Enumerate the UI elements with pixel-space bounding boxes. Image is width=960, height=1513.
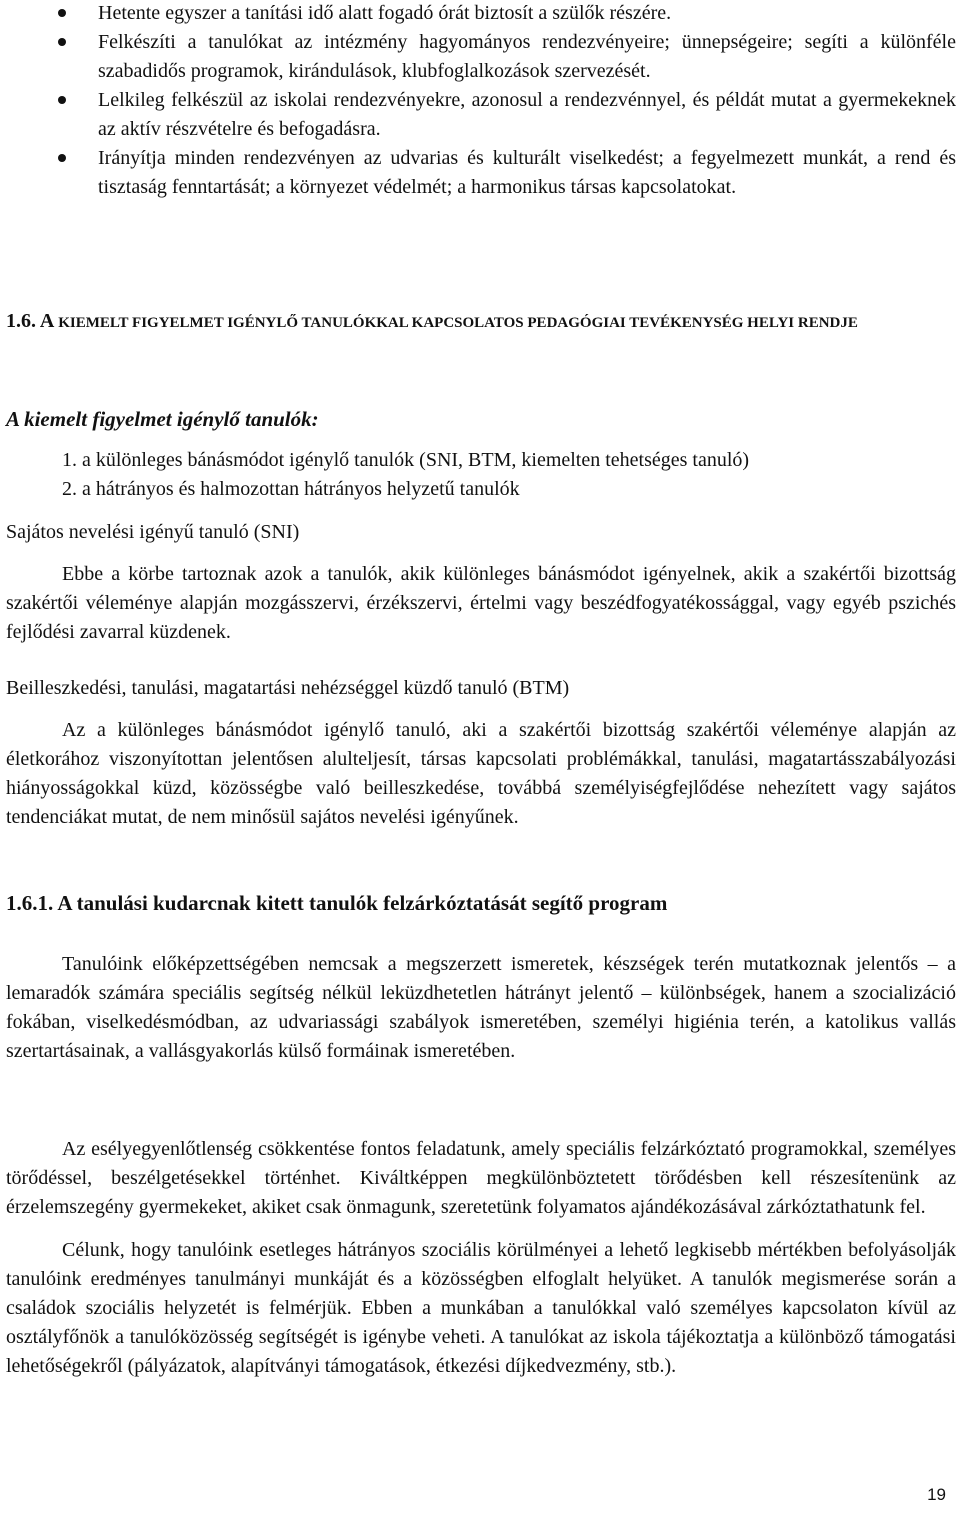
bullet-text: Felkészíti a tanulókat az intézmény hagyományos rendezvényeire; ünnepségeire; segíti a különféle szabadidős programok, kirándulások, klubfoglalkozások szervezését. — [98, 31, 956, 82]
list-item — [0, 0, 960, 28]
paragraph: Tanulóink előképzettségében nemcsak a megszerzett ismeretek, készségek terén mutatkoznak jelentős – a lemaradók számára speciális segítség nélkül leküzdhetetlen hátrányt jelentő – különbségek, hanem a szocializáció fokában, viselkedésmódban, az udvariassági szabályok ismeretében, személyi higiénia terén, a katolikus vallás szertartásainak, a vallásgyakorlás külső formáinak ismeretében. — [6, 953, 956, 1062]
bullet-text: Irányítja minden rendezvényen az udvarias és kulturált viselkedést; a fegyelmezett munkát, a rend és tisztaság fenntartását; a környezet védelmét; a harmonikus társas kapcsolatokat. — [98, 147, 956, 198]
list-item — [0, 28, 960, 86]
subheading: A kiemelt figyelmet igénylő tanulók: — [6, 407, 319, 431]
btm-paragraph: Az a különleges bánásmódot igénylő tanuló, aki a szakértői bizottság szakértői véleménye alapján az életkorához viszonyítottan jelentősen alulteljesít, társas kapcsolati problémákkal, tanulási, magatartásszabályozási hiányosságokkal küzd, közösségbe való beilleszkedése, továbbá személyiségfejlődése nehezített vagy sajátos tendenciákat mutat, de nem minősül sajátos nevelési igényűnek. — [6, 719, 956, 828]
bullet-text: Lelkileg felkészül az iskolai rendezvényekre, azonosul a rendezvénnyel, és példát mutat a gyermekeknek az aktív részvételre és befogadásra. — [98, 89, 956, 140]
bullet-icon — [58, 9, 66, 17]
section-title: KIEMELT FIGYELMET IGÉNYLŐ TANULÓKKAL KAPCSOLATOS PEDAGÓGIAI TEVÉKENYSÉG HELYI RENDJE — [58, 315, 858, 331]
bullet-icon — [58, 38, 66, 46]
sni-paragraph: Ebbe a körbe tartoznak azok a tanulók, akik különleges bánásmódot igényelnek, akik a szakértői bizottság szakértői véleménye alapján mozgásszervi, érzékszervi, értelmi vagy beszédfogyatékossággal, vagy egyéb pszichés fejlődési zavarral küzdenek. — [6, 563, 956, 643]
sni-heading: Sajátos nevelési igényű tanuló (SNI) — [6, 521, 300, 543]
section-number: 1.6. — [6, 310, 36, 332]
paragraph: Célunk, hogy tanulóink esetleges hátrányos szociális körülményei a lehető legkisebb mértékben befolyásolják tanulóink eredményes tanulmányi munkáját és a közösségben elfoglalt helyüket. A tanulók megismerése során a családok szociális helyzetét is felmérjük. Ebben a munkában a tanulókkal való személyes kapcsolaton kívül az osztályfőnök a tanulóközösség segítségét is igénybe veheti. A tanulókat az iskola tájékoztatja a különböző támogatási lehetőségekről (pályázatok, alapítványi támogatások, étkezési díjkedvezmény, stb.). — [6, 1239, 956, 1377]
list-item — [0, 86, 960, 144]
btm-heading: Beilleszkedési, tanulási, magatartási nehézséggel küzdő tanuló (BTM) — [6, 677, 570, 699]
bullet-icon — [58, 154, 66, 162]
section-heading — [6, 306, 946, 339]
bullet-text: Hetente egyszer a tanítási idő alatt fogadó órát biztosít a szülők részére. — [98, 2, 672, 24]
subsection-heading: 1.6.1. A tanulási kudarcnak kitett tanulók felzárkóztatását segítő program — [6, 891, 668, 915]
numbered-list — [62, 446, 952, 504]
list-item: 1. a különleges bánásmódot igénylő tanulók (SNI, BTM, kiemelten tehetséges tanuló) — [62, 449, 750, 471]
page-number: 19 — [927, 1485, 946, 1504]
bullet-icon — [58, 96, 66, 104]
section-title-first: A — [39, 310, 54, 332]
list-item — [0, 144, 960, 202]
paragraph: Az esélyegyenlőtlenség csökkentése fontos feladatunk, amely speciális felzárkóztató programokkal, személyes törődéssel, beszélgetésekkel történhet. Kiváltképpen megkülönböztetett törődésben kell részesítenünk az érzelemszegény gyermekeket, akiket csak önmagunk, szeretetünk folyamatos ajándékozásával zárkóztathatunk fel. — [6, 1138, 956, 1218]
bullet-list — [0, 0, 960, 202]
list-item: 2. a hátrányos és halmozottan hátrányos helyzetű tanulók — [62, 478, 520, 500]
